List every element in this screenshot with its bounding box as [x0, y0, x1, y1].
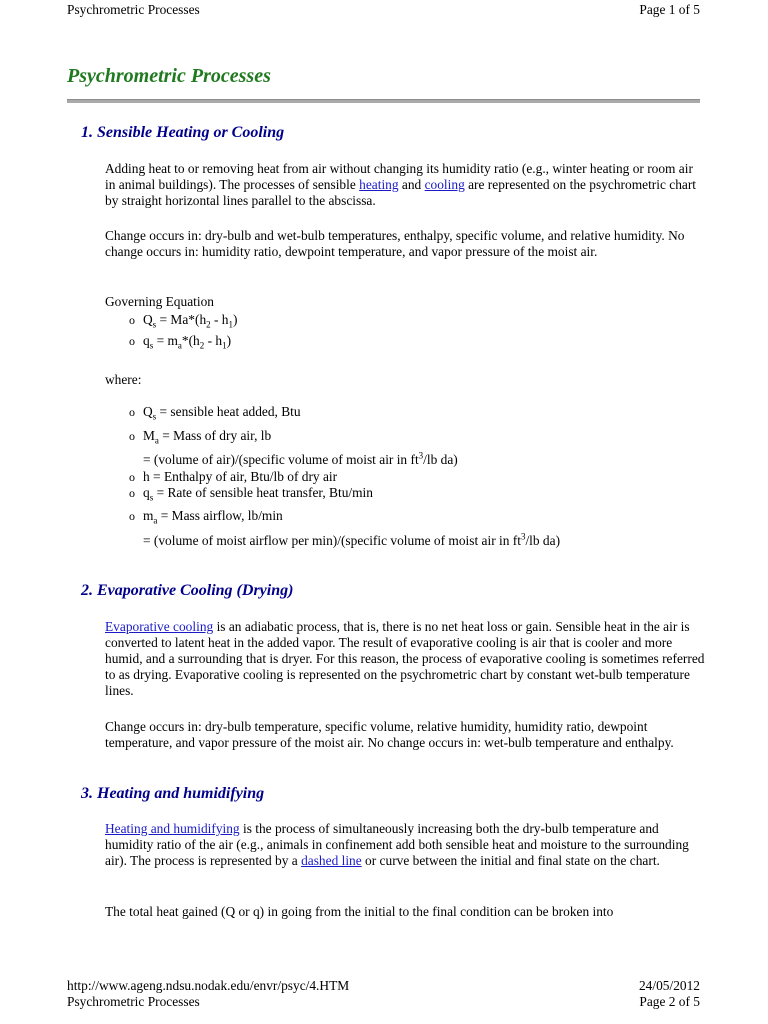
evaporative-paragraph-2: Change occurs in: dry-bulb temperature, specific volume, relative humidity, humidity ratio, dewpoint temperature, and vapor pressure of the moist air. No change occurs in: wet-bulb temperature and enthalpy. — [105, 719, 674, 750]
heating-link[interactable]: heating — [359, 177, 399, 192]
heating-humidifying-link[interactable]: Heating and humidifying — [105, 821, 240, 836]
definition-item: o $Q_s$ = sensible heat added, Btu — [129, 404, 301, 422]
section-heading-heating-humidifying: 3. Heating and humidifying — [81, 785, 265, 802]
section-heading-evaporative: 2. Evaporative Cooling (Drying) — [81, 582, 294, 599]
governing-equation-label: Governing Equation — [105, 294, 214, 309]
bullet: o — [129, 313, 135, 327]
next-header-title: Psychrometric Processes — [67, 994, 200, 1009]
bullet: o — [129, 486, 135, 500]
footer-date: 24/05/2012 — [638, 978, 700, 993]
bullet: o — [129, 470, 135, 484]
sensible-paragraph-1: Adding heat to or removing heat from air without changing its humidity ratio (e.g., winter heating or room air in animal buildings). The processes of sensible heating and cooling are represented on the psychrometric chart by straight horizontal lines parallel to the abscissa. — [105, 161, 697, 208]
definition-item: o $M_a$ = Mass of dry air, lb — [129, 428, 272, 446]
next-page-header — [67, 994, 700, 1010]
equation-item: o $q_s = m_a*(h_2 - h_1)$ — [129, 333, 232, 351]
next-header-page-number: Page 2 of 5 — [639, 994, 700, 1009]
bullet: o — [129, 509, 135, 523]
evaporative-paragraph-1: Evaporative cooling is an adiabatic process, that is, there is no net heat loss or gain. Sensible heat in the air is converted to latent heat in the added vapor. The result of evaporative cooling is air that is cooler and more humid, and a surrounding that is dryer. For this reason, the process of evaporative cooling is sometimes referred to as drying. Evaporative cooling is represented on the psychrometric chart by constant wet-bulb temperature lines. — [105, 619, 705, 698]
bullet: o — [129, 334, 135, 348]
header-page-number: Page 1 of 5 — [639, 2, 700, 17]
definition-item: o $m_a$ = Mass airflow, lb/min — [129, 508, 283, 526]
where-label: where: — [105, 372, 142, 387]
definition-continuation: = (volume of air)/(specific volume of moist air in $ft^3/lb$ da) — [143, 450, 458, 467]
definition-continuation: = (volume of moist airflow per min)/(specific volume of moist air in $ft^3/lb$ da) — [143, 531, 561, 548]
title-divider — [67, 99, 700, 103]
header-title: Psychrometric Processes — [67, 2, 200, 17]
page-footer — [67, 978, 700, 994]
dashed-line-link[interactable]: dashed line — [301, 853, 362, 868]
section-heading-sensible: 1. Sensible Heating or Cooling — [81, 124, 285, 141]
heating-humidifying-paragraph-1: Heating and humidifying is the process of simultaneously increasing both the dry-bulb temperature and humidity ratio of the air (e.g., animals in confinement add both sensible heat and moisture to the surrounding air). The process is represented by a dashed line or curve between the initial and final state on the chart. — [105, 821, 689, 868]
footer-url: http://www.ageng.ndsu.nodak.edu/envr/psyc/4.HTM — [67, 978, 350, 993]
page-title: Psychrometric Processes — [67, 65, 271, 87]
bullet: o — [129, 429, 135, 443]
heating-humidifying-paragraph-2: The total heat gained (Q or q) in going from the initial to the final condition can be broken into — [105, 904, 614, 919]
definition-item: o $q_s$ = Rate of sensible heat transfer, Btu/min — [129, 485, 373, 503]
page-header — [67, 2, 700, 18]
equation-item: o $Q_s = Ma*(h_2 - h_1)$ — [129, 312, 238, 330]
sensible-paragraph-2: Change occurs in: dry-bulb and wet-bulb temperatures, enthalpy, specific volume, and relative humidity. No change occurs in: humidity ratio, dewpoint temperature, and vapor pressure of the moist air. — [105, 228, 685, 259]
definition-item: o h = Enthalpy of air, Btu/lb of dry air — [129, 469, 338, 484]
evaporative-cooling-link[interactable]: Evaporative cooling — [105, 619, 214, 634]
bullet: o — [129, 405, 135, 419]
cooling-link[interactable]: cooling — [424, 177, 465, 192]
